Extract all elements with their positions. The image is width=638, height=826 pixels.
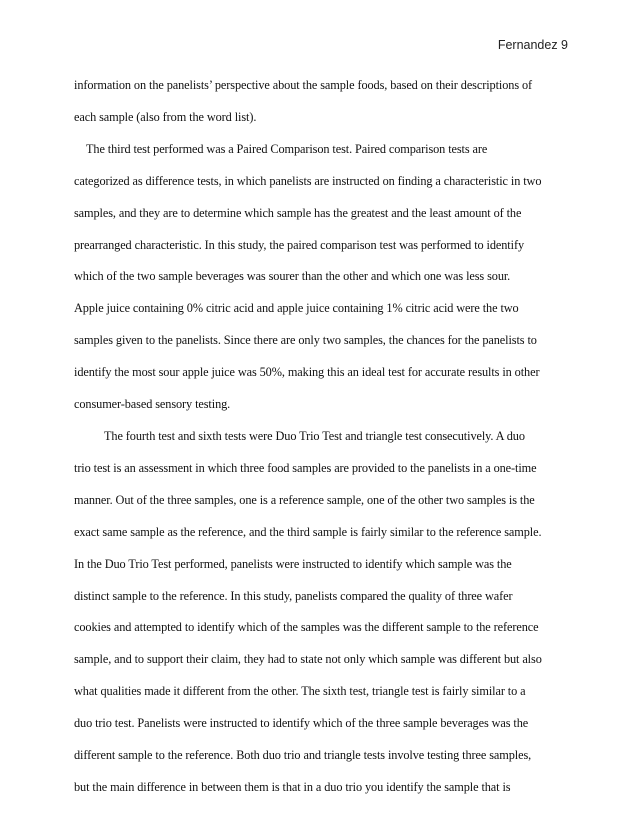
- text-line: The fourth test and sixth tests were Duo Trio Test and triangle test consecutively. A duo: [104, 428, 525, 443]
- text-line: sample, and to support their claim, they had to state not only which sample was different but also: [74, 652, 542, 667]
- text-line: Apple juice containing 0% citric acid and apple juice containing 1% citric acid were the two: [74, 301, 519, 316]
- text-line: manner. Out of the three samples, one is a reference sample, one of the other two samples is the: [74, 492, 535, 507]
- text-line: identify the most sour apple juice was 50%, making this an ideal test for accurate results in other: [74, 365, 540, 380]
- text-line: consumer-based sensory testing.: [74, 397, 231, 412]
- running-head: Fernandez 9: [497, 38, 568, 52]
- text-line: samples given to the panelists. Since there are only two samples, the chances for the panelists to: [74, 333, 537, 348]
- text-line: distinct sample to the reference. In this study, panelists compared the quality of three wafer: [74, 588, 513, 603]
- text-line: information on the panelists’ perspective about the sample foods, based on their descriptions of: [74, 78, 533, 92]
- text-line: but the main difference in between them is that in a duo trio you identify the sample that is: [74, 779, 511, 794]
- text-line: duo trio test. Panelists were instructed to identify which of the three sample beverages was the: [74, 716, 529, 731]
- paragraph-3: [74, 421, 574, 804]
- text-line: The third test performed was a Paired Comparison test. Paired comparison tests are: [86, 141, 488, 156]
- text-line: different sample to the reference. Both duo trio and triangle tests involve testing three samples,: [74, 748, 532, 763]
- text-line: samples, and they are to determine which sample has the greatest and the least amount of the: [74, 205, 522, 220]
- text-line: each sample (also from the word list).: [74, 109, 257, 124]
- text-line: cookies and attempted to identify which of the samples was the different sample to the reference: [74, 620, 539, 635]
- paragraph-1: [74, 70, 574, 134]
- paragraph-2: [74, 134, 574, 421]
- text-line: categorized as difference tests, in which panelists are instructed on finding a characteristic in two: [74, 173, 542, 188]
- text-line: exact same sample as the reference, and the third sample is fairly similar to the reference sample.: [74, 524, 542, 539]
- text-line: which of the two sample beverages was sourer than the other and which one was less sour.: [74, 269, 511, 284]
- text-line: what qualities made it different from the other. The sixth test, triangle test is fairly similar to a: [74, 684, 526, 699]
- text-line: In the Duo Trio Test performed, panelists were instructed to identify which sample was the: [74, 556, 512, 571]
- body-text: [74, 70, 574, 804]
- text-line: prearranged characteristic. In this study, the paired comparison test was performed to identify: [74, 237, 524, 252]
- text-line: trio test is an assessment in which three food samples are provided to the panelists in a one-time: [74, 460, 537, 475]
